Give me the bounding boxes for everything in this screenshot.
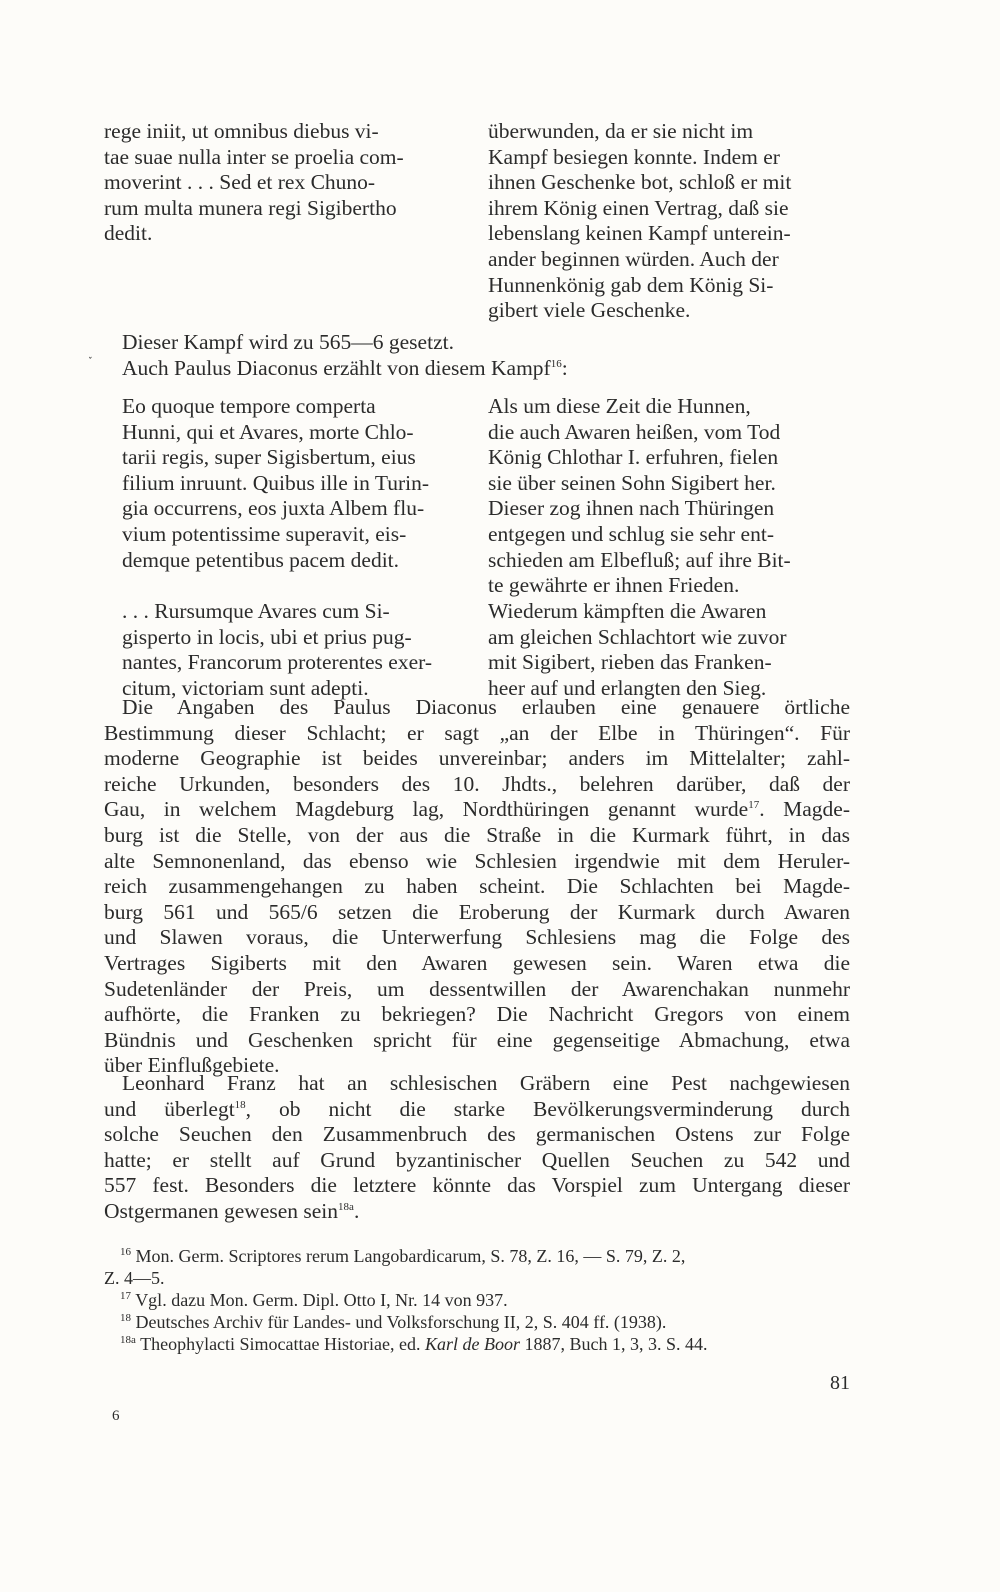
text-line: aufhörte, die Franken zu bekriegen? Die Nachricht Gregors von einem (104, 1002, 850, 1027)
text-line: sie über seinen Sohn Sigibert her. (488, 470, 776, 495)
text-line: burg ist die Stelle, von der aus die Straße in die Kurmark führt, in das (104, 822, 850, 847)
text-line: Vertrages Sigiberts mit den Awaren gewesen sein. Waren etwa die (104, 950, 850, 975)
text-line: gisperto in locis, ubi et prius pug- (122, 624, 412, 649)
german-column-1 (488, 119, 850, 324)
text-line: Sudetenländer der Preis, um dessentwillen der Awarenchakan nunmehr (104, 976, 850, 1001)
text-line: reich zusammengehangen zu haben scheint. Die Schlachten bei Magde- (104, 874, 850, 899)
footnote: $^{16}$ Mon. Germ. Scriptores rerum Langobardicarum, S. 78, Z. 16, — S. 79, Z. 2, (120, 1246, 686, 1266)
footnote: $^{18}$ Deutsches Archiv für Landes- und Volksforschung II, 2, S. 404 ff. (1938). (120, 1312, 667, 1332)
footnote-continuation: Z. 4—5. (104, 1268, 165, 1288)
text-line: filium inruunt. Quibus ille in Turin- (122, 470, 429, 495)
paragraph-1 (104, 695, 850, 1079)
text-line: Eo quoque tempore comperta (122, 394, 376, 418)
text-line: Hunni, qui et Avares, morte Chlo- (122, 419, 414, 444)
text-line: dedit. (104, 221, 153, 246)
text-line: vium potentissime superavit, eis- (122, 521, 407, 546)
text-line: hatte; er stellt auf Grund byzantinischer Quellen Seuchen zu 542 und (104, 1147, 850, 1172)
text-line: Bündnis und Geschenken spricht für eine gegenseitige Abmachung, etwa (104, 1027, 850, 1052)
text-line: moderne Geographie ist beides unvereinbar; anders im Mittelalter; zahl- (104, 746, 850, 771)
text-line: gibert viele Geschenke. (488, 298, 691, 323)
text-line: citum, victoriam sunt adepti. (122, 675, 369, 700)
margin-mark: ˯ (88, 345, 93, 360)
text-line: tarii regis, super Sigisbertum, eius (122, 445, 416, 470)
page-number: 81 (830, 1372, 850, 1394)
footnote: $^{18a}$ Theophylacti Simocattae Historiae, ed. Karl de Boor 1887, Buch 1, 3, 3. S. 44. (120, 1334, 708, 1354)
text-line: ihrem König einen Vertrag, daß sie (488, 195, 789, 220)
german-column-2 (488, 394, 850, 599)
text-line: moverint . . . Sed et rex Chuno- (104, 170, 376, 195)
text-line: ihnen Geschenke bot, schloß er mit (488, 170, 792, 195)
text-line: rege iniit, ut omnibus diebus vi- (104, 119, 379, 143)
text-line: alte Semnonenland, das ebenso wie Schlesien irgendwie mit dem Heruler- (104, 848, 850, 873)
text-line: gia occurrens, eos juxta Albem flu- (122, 496, 425, 521)
text-line: demque petentibus pacem dedit. (122, 547, 400, 572)
text-line: te gewährte er ihnen Frieden. (488, 573, 740, 598)
text-line: schieden am Elbefluß; auf ihre Bit- (488, 547, 791, 572)
text-line: Wiederum kämpften die Awaren (488, 599, 767, 623)
text-line: heer auf und erlangten den Sieg. (488, 675, 767, 700)
text-line: reiche Urkunden, besonders des 10. Jhdts., belehren darüber, daß der (104, 771, 850, 796)
text-line: und überlegt$^{18}$, ob nicht die starke Bevölkerungsverminderung durch (104, 1096, 850, 1121)
text-line: Als um diese Zeit die Hunnen, (488, 394, 751, 418)
text-line: lebenslang keinen Kampf unterein- (488, 221, 791, 246)
text-line: Leonhard Franz hat an schlesischen Gräbern eine Pest nachgewiesen (122, 1071, 850, 1095)
text-line: ander beginnen würden. Auch der (488, 246, 779, 271)
text-line: am gleichen Schlachtort wie zuvor (488, 624, 787, 649)
text-line: . . . Rursumque Avares cum Si- (122, 599, 390, 623)
text-line: Gau, in welchem Magdeburg lag, Nordthüringen genannt wurde$^{17}$. Magde- (104, 797, 850, 822)
text-line: Dieser zog ihnen nach Thüringen (488, 496, 775, 521)
text-line: Bestimmung dieser Schlacht; er sagt „an der Elbe in Thüringen“. Für (104, 720, 850, 745)
text-line: über Einflußgebiete. (104, 1053, 280, 1078)
text-line: Ostgermanen gewesen sein$^{18a}$. (104, 1198, 360, 1223)
latin-column-1 (104, 119, 464, 247)
text-line: überwunden, da er sie nicht im (488, 119, 754, 143)
latin-column-2 (122, 394, 478, 573)
text-line: und Slawen voraus, die Unterwerfung Schlesiens mag die Folge des (104, 925, 850, 950)
text-line: burg 561 und 565/6 setzen die Eroberung der Kurmark durch Awaren (104, 899, 850, 924)
text-line: Kampf besiegen konnte. Indem er (488, 144, 780, 169)
footnote-ref: 18a (338, 1200, 354, 1213)
text-line: 557 fest. Besonders die letztere könnte das Vorspiel zum Untergang dieser (104, 1173, 850, 1198)
footnote: $^{17}$ Vgl. dazu Mon. Germ. Dipl. Otto I, Nr. 14 von 937. (120, 1290, 508, 1310)
signature-mark: 6 (112, 1408, 120, 1424)
text-line: Die Angaben des Paulus Diaconus erlauben eine genauere örtliche (122, 695, 850, 719)
paragraph-2 (104, 1071, 850, 1225)
footnote-ref: 18 (234, 1098, 246, 1111)
intro-line: Auch Paulus Diaconus erzählt von diesem Kampf$^{16}$: (122, 356, 568, 380)
footnote-ref: 16 (550, 357, 562, 370)
text-line: mit Sigibert, rieben das Franken- (488, 650, 772, 675)
text-line: entgegen und schlug sie sehr ent- (488, 521, 774, 546)
footnotes (104, 1245, 850, 1355)
text-line: Hunnenkönig gab dem König Si- (488, 272, 774, 297)
text-line: nantes, Francorum proterentes exer- (122, 650, 432, 675)
footnote-ref: 17 (748, 799, 760, 812)
text-line: König Chlothar I. erfuhren, fielen (488, 445, 779, 470)
text-line: solche Seuchen den Zusammenbruch des germanischen Ostens zur Folge (104, 1122, 850, 1147)
text-line: tae suae nulla inter se proelia com- (104, 144, 404, 169)
text-line: die auch Awaren heißen, vom Tod (488, 419, 781, 444)
german-column-3 (488, 599, 850, 701)
date-line: Dieser Kampf wird zu 565—6 gesetzt. (122, 330, 454, 354)
text-line: rum multa munera regi Sigibertho (104, 195, 397, 220)
latin-column-3 (122, 599, 478, 701)
